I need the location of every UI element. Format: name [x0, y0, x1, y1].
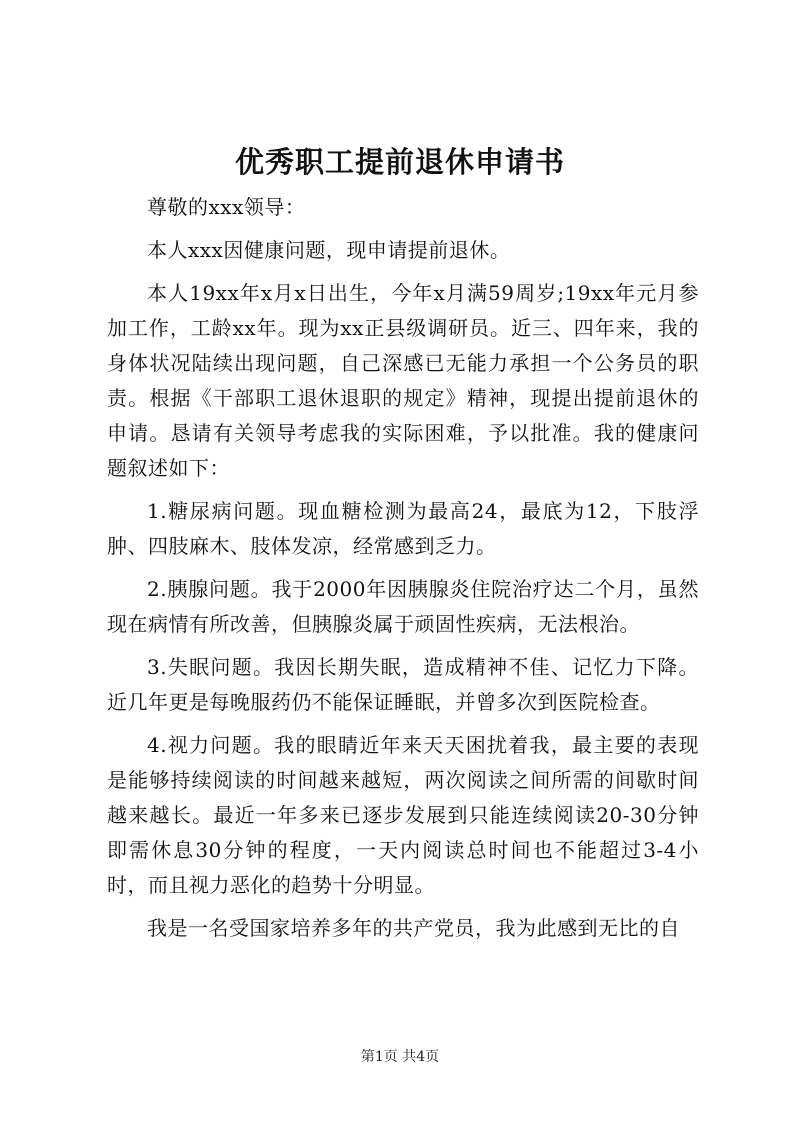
document-body: [107, 190, 699, 954]
paragraph-pancreas: 2.胰腺问题。我于2000年因胰腺炎住院治疗达二个月，虽然现在病情有所改善，但胰腺炎属于顽固性疾病，无法根治。: [107, 577, 699, 636]
page-number-footer: 第1页 共4页: [360, 1049, 440, 1065]
paragraph-closing: 我是一名受国家培养多年的共产党员，我为此感到无比的自: [147, 916, 680, 940]
paragraph-vision: 4.视力问题。我的眼睛近年来天天困扰着我，最主要的表现是能够持续阅读的时间越来越短，两次阅读之间所需的间歇时间越来越长。最近一年多来已逐步发展到只能连续阅读20-30分钟即需休息30分钟的程度，一天内阅读总时间也不能超过3-4小时，而且视力恶化的趋势十分明显。: [107, 733, 699, 897]
paragraph-request: 本人xxx因健康问题，现申请提前退休。: [147, 238, 511, 262]
paragraph-diabetes: 1.糖尿病问题。现血糖检测为最高24，最底为12，下肢浮肿、四肢麻木、肢体发凉，经常感到乏力。: [107, 499, 699, 558]
salutation: 尊敬的xxx领导：: [147, 195, 306, 219]
paragraph-insomnia: 3.失眠问题。我因长期失眠，造成精神不佳、记忆力下降。近几年更是每晚服药仍不能保证睡眠，并曾多次到医院检查。: [107, 655, 699, 714]
paragraph-background: 本人19xx年x月x日出生，今年x月满59周岁;19xx年元月参加工作，工龄xx年。现为xx正县级调研员。近三、四年来，我的身体状况陆续出现问题，自己深感已无能力承担一个公务员的职责。根据《干部职工退休退职的规定》精神，现提出提前退休的申请。恳请有关领导考虑我的实际困难，予以批准。我的健康问题叙述如下：: [107, 281, 699, 480]
document-title: 优秀职工提前退休申请书: [234, 145, 565, 179]
